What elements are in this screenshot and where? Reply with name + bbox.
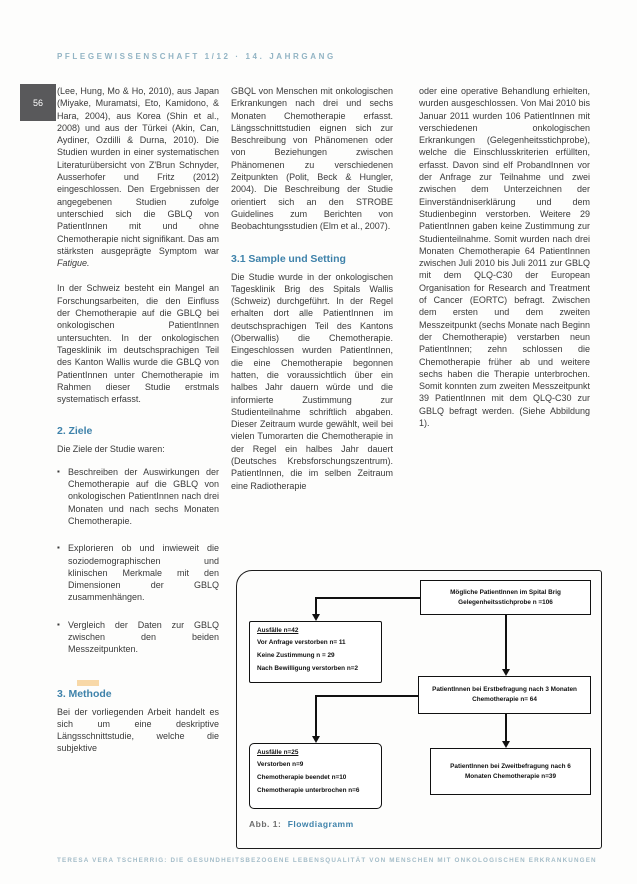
flow-box-dropouts-2: [249, 743, 382, 809]
flow-box-first-survey: [418, 676, 591, 714]
bullet-icon: ▪: [57, 543, 60, 553]
flow-box-dropouts-1: [249, 621, 382, 683]
highlight-mark: [77, 680, 99, 686]
list-item: [57, 466, 219, 527]
paragraph: Die Studie wurde in der onkologischen Tagesklinik Brig des Spitals Wallis (Schweiz) durchgeführt. In der Regel erhalten dort alle PatientInnen im deutschsprachigen Teil des Kantons (Oberwallis) die Chemotherapie. Eingeschlossen wurden PatientInnen, die eine Chemotherapie begonnen hatten, die voraussichtlich über ein halbes Jahr dauern würde und die informierte Zustimmung zur Studienteilnahme schriftlich abgaben. Dieser Zeitraum wurde gewählt, weil bei vielen Tumorarten die Chemotherapie in der Regel ein halbes Jahr dauert (Deutsches Krebsforschungszentrum). PatientInnen, die im selben Zeitraum eine Radiotherapie: [231, 271, 393, 491]
flow-box-line: Mögliche PatientInnen im Spital Brig: [450, 588, 561, 596]
text-column-2: [231, 85, 393, 555]
flow-box-title: Ausfälle n=25: [257, 749, 299, 756]
connector-line: [315, 695, 317, 736]
paragraph: oder eine operative Behandlung erhielten, wurden ausgeschlossen. Von Mai 2010 bis Januar 2011 wurden 106 PatientInnen mit verschiedenen onkologischen Erkrankungen (Gelegenheitsstichprobe), welche die Einschlusskriterien erfüllten, erfasst. Davon sind elf ProbandInnen vor der Anfrage zur Teilnahme und zwei zwischen dem Unterzeichnen der Einverständniserklärung und dem Studienbeginn verstorben. Weitere 29 PatientInnen gaben keine Zustimmung zur Studienteilnahme. Somit wurden nach drei Monaten Chemotherapie 64 PatientInnen zwischen Juli 2010 bis Juli 2011 zur GBLQ mit dem QLQ-C30 der European Organisation for Research and Treatment of Cancer (EORTC) befragt. Zwischen dem ersten und dem zweiten Messzeitpunkt (sechs Monate nach Beginn der Chemotherapie) verstarben neun PatientInnen; zehn schlossen die Chemotherapie früher ab und weitere sechs haben die Therapie unterbrochen. Somit konnten zum zweiten Messzeitpunkt 39 PatientInnen mit dem QLQ-C30 zur GBLQ befragt werden. (Siehe Abbildung 1).: [419, 86, 590, 429]
flow-box-title: Ausfälle n=42: [257, 627, 299, 634]
ziele-intro: Die Ziele der Studie waren:: [57, 444, 165, 455]
paragraph-text: (Lee, Hung, Mo & Ho, 2010), aus Japan (Miyake, Muramatsi, Eto, Kamidono, & Hara, 2004), aus Korea (Shin et al., 2008) und aus der Türkei (Akin, Can, Aydiner, Ozdilli & Durna, 2010). Die Studien wurden in einer systematischen Literaturübersicht von Z'Brun Schnyder, Ausserhofer und Fritz (2012) eingeschlossen. Den Ergebnissen der angegebenen Studien zufolge unterschied sich die GBLQ von PatientInnen mit und ohne Chemotherapie nicht signifikant. Das am stärksten ausgeprägte Symptom war: [57, 86, 219, 256]
arrow-down-icon: [502, 669, 510, 676]
flow-box-line: Chemotherapie unterbrochen n=6: [257, 786, 360, 794]
flow-box-line: PatientInnen bei Zweitbefragung nach 6: [450, 762, 571, 770]
heading-methode: 3. Methode: [57, 687, 112, 700]
list-item: [57, 542, 219, 603]
flow-box-line: PatientInnen bei Erstbefragung nach 3 Monaten: [432, 686, 577, 694]
arrow-down-icon: [502, 741, 510, 748]
figure-caption-label: Abb. 1:: [249, 819, 282, 829]
flow-box-line: Vor Anfrage verstorben n= 11: [257, 638, 346, 646]
flow-box-line: Keine Zustimmung n = 29: [257, 651, 335, 659]
flow-box-line: Verstorben n=9: [257, 760, 304, 768]
arrow-down-icon: [312, 614, 320, 621]
italic-term: Fatigue.: [57, 258, 90, 269]
connector-line: [315, 597, 317, 614]
flow-box-line: Gelegenheitsstichprobe n =106: [458, 598, 553, 606]
flow-box-eligible-patients: [420, 580, 591, 615]
figure-caption: [249, 819, 354, 829]
heading-sample-setting: 3.1 Sample und Setting: [231, 252, 346, 265]
figure-caption-text: Flowdiagramm: [287, 819, 354, 829]
list-item: [57, 619, 219, 656]
running-footer: TERESA VERA TSCHERRIG: DIE GESUNDHEITSBEZOGENE LEBENSQUALITÄT VON MENSCHEN MIT ONKOLOGISCHEN ERKRANKUNGEN: [57, 857, 597, 864]
flow-box-second-survey: [430, 748, 591, 795]
bullet-icon: ▪: [57, 619, 60, 629]
paragraph: In der Schweiz besteht ein Mangel an Forschungsarbeiten, die den Einfluss der Chemotherapie auf die GBLQ bei onkologischen PatientInnen untersuchten. In der onkologischen Tagesklinik im deutschsprachigen Teil des Kanton Wallis wurde die GBLQ von PatientInnen unter Chemotherapie im Rahmen dieser Studie erstmals systematisch erfasst.: [57, 283, 219, 405]
connector-line: [315, 597, 420, 599]
connector-line: [505, 714, 507, 741]
paragraph: [57, 85, 219, 269]
page-number-badge: [20, 84, 56, 121]
connector-line: [315, 695, 418, 697]
list-item-text: Vergleich der Daten zur GBLQ zwischen den beiden Messzeitpunkten.: [68, 619, 219, 655]
flow-box-line: Chemotherapie beendet n=10: [257, 773, 347, 781]
flow-diagram-figure: [236, 570, 602, 849]
flow-box-line: Chemotherapie n= 64: [472, 696, 537, 703]
paragraph: GBQL von Menschen mit onkologischen Erkrankungen nach drei und sechs Monaten Chemotherapie erfasst. Längsschnittstudien eignen sich zur Beschreibung von Phänomenen oder von Beziehungen zwischen Phänomenen zu verschiedenen Zeitpunkten (Polit, Beck & Hungler, 2004). Die Beschreibung der Studie orientiert sich an den STROBE Guidelines zum Berichten von Beobachtungsstudien (Elm et al., 2007).: [231, 86, 393, 232]
bullet-icon: ▪: [57, 466, 60, 476]
flow-box-line: Monaten Chemotherapie n=39: [464, 772, 557, 780]
list-item-text: Explorieren ob und inwieweit die soziodemographischen und klinischen Merkmale mit den Dimensionen der GBLQ zusammenhängen.: [68, 543, 219, 603]
text-column-3: [419, 85, 590, 555]
journal-header: PFLEGEWISSENSCHAFT 1/12 · 14. JAHRGANG: [57, 52, 336, 61]
goals-list: [57, 466, 219, 656]
flow-box-line: Nach Bewilligung verstorben n=2: [257, 664, 359, 672]
arrow-down-icon: [312, 736, 320, 743]
list-item-text: Beschreiben der Auswirkungen der Chemotherapie auf die GBLQ von onkologischen PatientInnen nach drei Monaten und nach sechs Monaten Chemotherapie.: [68, 466, 219, 526]
text-column-1: [57, 85, 219, 845]
page-number: 56: [32, 97, 43, 108]
heading-ziele: 2. Ziele: [57, 425, 93, 438]
paragraph: Bei der vorliegenden Arbeit handelt es sich um eine deskriptive Längsschnittstudie, welche die subjektive: [57, 706, 219, 754]
connector-line: [505, 615, 507, 669]
